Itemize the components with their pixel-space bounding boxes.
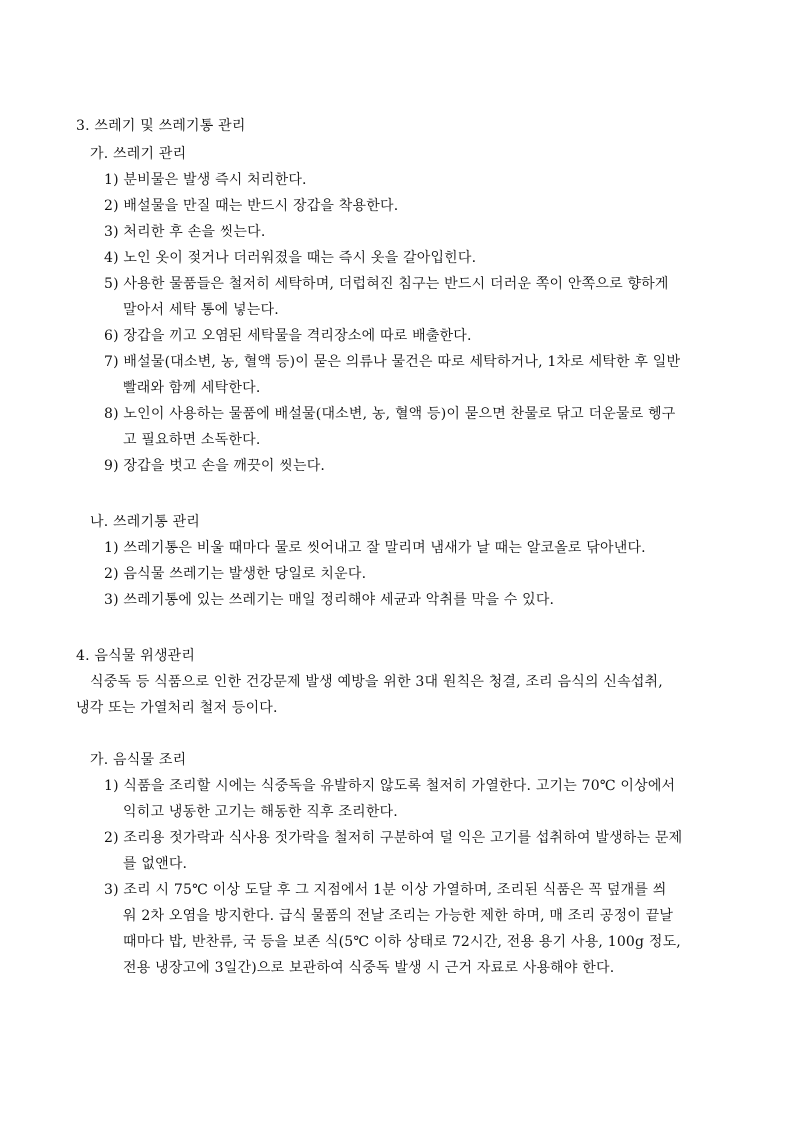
list-item: 3) 쓰레기통에 있는 쓰레기는 매일 정리해야 세균과 악취를 막을 수 있다. [104,592,555,608]
list-item-continuation: 고 필요하면 소독한다. [123,432,261,448]
list-item: 5) 사용한 물품들은 철저히 세탁하며, 더럽혀진 침구는 반드시 더러운 쪽이 안쪽으로 향하게 [104,276,669,292]
list-item-continuation: 말아서 세탁 통에 넣는다. [123,302,279,318]
section-4-title: 4. 음식물 위생관리 [76,648,196,664]
list-item: 4) 노인 옷이 젖거나 더러워졌을 때는 즉시 옷을 갈아입힌다. [104,250,477,266]
list-item: 7) 배설물(대소변, 농, 혈액 등)이 묻은 의류나 물건은 따로 세탁하거나, 1차로 세탁한 후 일반 [104,354,681,370]
list-item: 8) 노인이 사용하는 물품에 배설물(대소변, 농, 혈액 등)이 묻으면 찬물로 닦고 더운물로 헹구 [104,406,676,422]
list-item: 1) 분비물은 발생 즉시 처리한다. [104,172,307,188]
list-item: 2) 배설물을 만질 때는 반드시 장갑을 착용한다. [104,198,399,214]
list-item: 2) 음식물 쓰레기는 발생한 당일로 치운다. [104,566,367,582]
section-4-intro: 식중독 등 식품으로 인한 건강문제 발생 예방을 위한 3대 원칙은 청결, 조리 음식의 신속섭취, [90,674,663,690]
section-3-title: 3. 쓰레기 및 쓰레기통 관리 [76,118,246,134]
list-item-continuation: 익히고 냉동한 고기는 해동한 직후 조리한다. [123,804,398,820]
subsection-3b-title: 나. 쓰레기통 관리 [90,514,201,530]
list-item: 9) 장갑을 벗고 손을 깨끗이 씻는다. [104,458,326,474]
subsection-4a-title: 가. 음식물 조리 [90,752,187,768]
list-item: 3) 조리 시 75℃ 이상 도달 후 그 지점에서 1분 이상 가열하며, 조리된 식품은 꼭 덮개를 씌 [104,882,667,898]
list-item-continuation: 를 없앤다. [123,856,188,872]
list-item: 6) 장갑을 끼고 오염된 세탁물을 격리장소에 따로 배출한다. [104,328,472,344]
list-item: 1) 쓰레기통은 비울 때마다 물로 씻어내고 잘 말리며 냄새가 날 때는 알코올로 닦아낸다. [104,540,646,556]
list-item-continuation: 워 2차 오염을 방지한다. 급식 물품의 전날 조리는 가능한 제한 하며, 매 조리 공정이 끝날 [123,908,674,924]
list-item-continuation: 때마다 밥, 반찬류, 국 등을 보존 식(5℃ 이하 상태로 72시간, 전용 용기 사용, 100g 정도, [123,934,681,950]
list-item: 1) 식품을 조리할 시에는 식중독을 유발하지 않도록 철저히 가열한다. 고기는 70℃ 이상에서 [104,778,676,794]
list-item: 3) 처리한 후 손을 씻는다. [104,224,266,240]
list-item-continuation: 빨래와 함께 세탁한다. [123,380,261,396]
section-4-intro-continuation: 냉각 또는 가열처리 철저 등이다. [76,700,278,716]
subsection-3a-title: 가. 쓰레기 관리 [90,146,187,162]
list-item-continuation: 전용 냉장고에 3일간)으로 보관하여 식중독 발생 시 근거 자료로 사용해야 한다. [123,960,615,976]
list-item: 2) 조리용 젓가락과 식사용 젓가락을 철저히 구분하여 덜 익은 고기를 섭취하여 발생하는 문제 [104,830,683,846]
